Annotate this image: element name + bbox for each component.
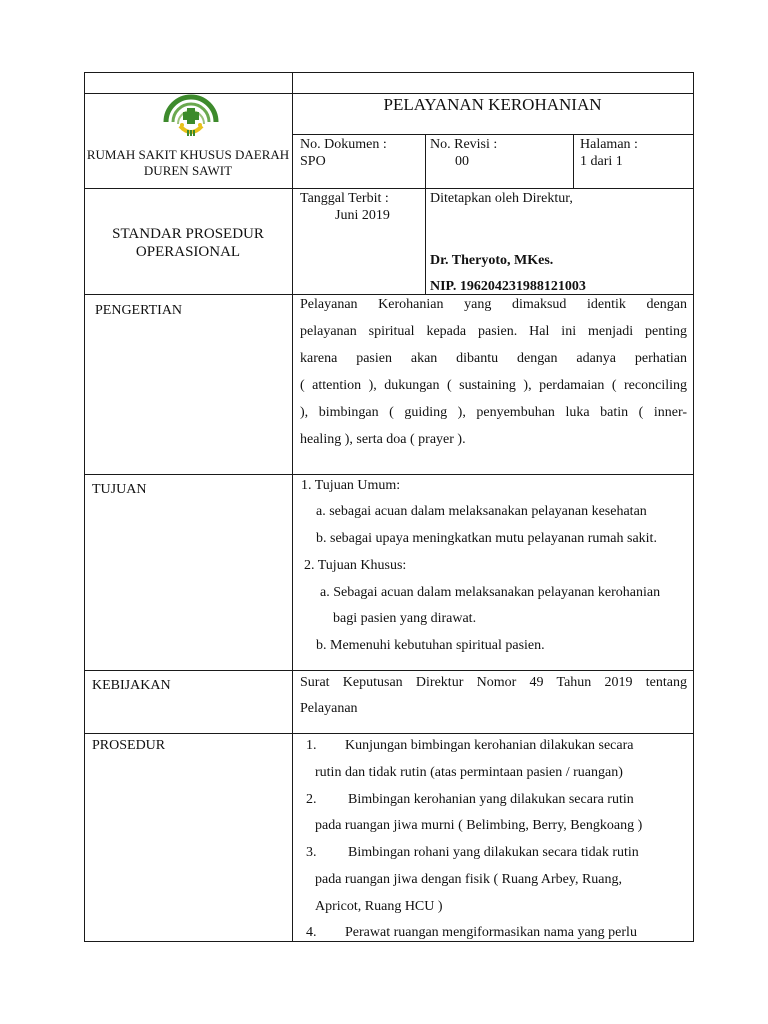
hospital-logo (160, 82, 222, 140)
revision-value: 00 (455, 154, 469, 169)
established-by: Ditetapkan oleh Direktur, (430, 191, 573, 206)
doc-no-value: SPO (300, 154, 326, 169)
pengertian-line: karena pasien akan dibantu dengan adanya perhatian (300, 351, 687, 366)
prosedur-item-text: Apricot, Ruang HCU ) (315, 899, 443, 914)
director-name: Dr. Theryoto, MKes. (430, 253, 554, 268)
prosedur-item-number: 1. (306, 738, 317, 753)
kebijakan-line: Pelayanan (300, 701, 358, 716)
sop-title-line1: STANDAR PROSEDUR (112, 226, 264, 242)
doc-title: PELAYANAN KEROHANIAN (383, 95, 602, 114)
pengertian-line: healing ), serta doa ( prayer ). (300, 432, 466, 447)
prosedur-item-text: rutin dan tidak rutin (atas permintaan pasien / ruangan) (315, 765, 623, 780)
doc-no-label: No. Dokumen : (300, 137, 387, 152)
prosedur-item-text: Bimbingan rohani yang dilakukan secara tidak rutin (348, 845, 639, 860)
page-value: 1 dari 1 (580, 154, 623, 169)
issue-date-label: Tanggal Terbit : (300, 191, 389, 206)
hospital-name-line2: DUREN SAWIT (143, 163, 233, 178)
pengertian-line: pelayanan spiritual kepada pasien. Hal ini menjadi penting (300, 324, 687, 339)
section-label-pengertian: PENGERTIAN (95, 303, 183, 318)
tujuan-line: b. sebagai upaya meningkatkan mutu pelayanan rumah sakit. (316, 531, 657, 546)
kebijakan-line: Surat Keputusan Direktur Nomor 49 Tahun 2019 tentang (300, 675, 687, 690)
prosedur-item-text: pada ruangan jiwa murni ( Belimbing, Berry, Bengkoang ) (315, 818, 643, 833)
sop-title-line2: OPERASIONAL (135, 244, 241, 260)
tujuan-line: bagi pasien yang dirawat. (333, 611, 477, 626)
tujuan-line: b. Memenuhi kebutuhan spiritual pasien. (316, 638, 545, 653)
section-label-prosedur: PROSEDUR (92, 738, 166, 753)
section-label-tujuan: TUJUAN (92, 482, 147, 497)
prosedur-item-text: pada ruangan jiwa dengan fisik ( Ruang Arbey, Ruang, (315, 872, 623, 887)
pengertian-line: ), bimbingan ( guiding ), penyembuhan luka batin ( inner- (300, 405, 687, 420)
tujuan-line: a. Sebagai acuan dalam melaksanakan pelayanan kerohanian (320, 585, 661, 600)
tujuan-line: 1. Tujuan Umum: (301, 478, 401, 493)
prosedur-item-text: Bimbingan kerohanian yang dilakukan secara rutin (348, 792, 634, 807)
pengertian-line: Pelayanan Kerohanian yang dimaksud identik dengan (300, 297, 687, 312)
hospital-name-line1: RUMAH SAKIT KHUSUS DAERAH (86, 147, 290, 162)
tujuan-line: 2. Tujuan Khusus: (304, 558, 407, 573)
section-label-kebijakan: KEBIJAKAN (92, 678, 171, 693)
director-nip: NIP. 196204231988121003 (430, 279, 586, 294)
prosedur-item-number: 4. (306, 925, 317, 940)
tujuan-line: a. sebagai acuan dalam melaksanakan pelayanan kesehatan (316, 504, 647, 519)
prosedur-item-text: Kunjungan bimbingan kerohanian dilakukan secara (345, 738, 634, 753)
prosedur-item-text: Perawat ruangan mengiformasikan nama yang perlu (345, 925, 637, 940)
revision-label: No. Revisi : (430, 137, 498, 152)
pengertian-line: ( attention ), dukungan ( sustaining ), perdamaian ( reconciling (300, 378, 687, 393)
prosedur-item-number: 2. (306, 792, 317, 807)
prosedur-item-number: 3. (306, 845, 317, 860)
issue-date-value: Juni 2019 (335, 208, 390, 223)
page-label: Halaman : (580, 137, 638, 152)
